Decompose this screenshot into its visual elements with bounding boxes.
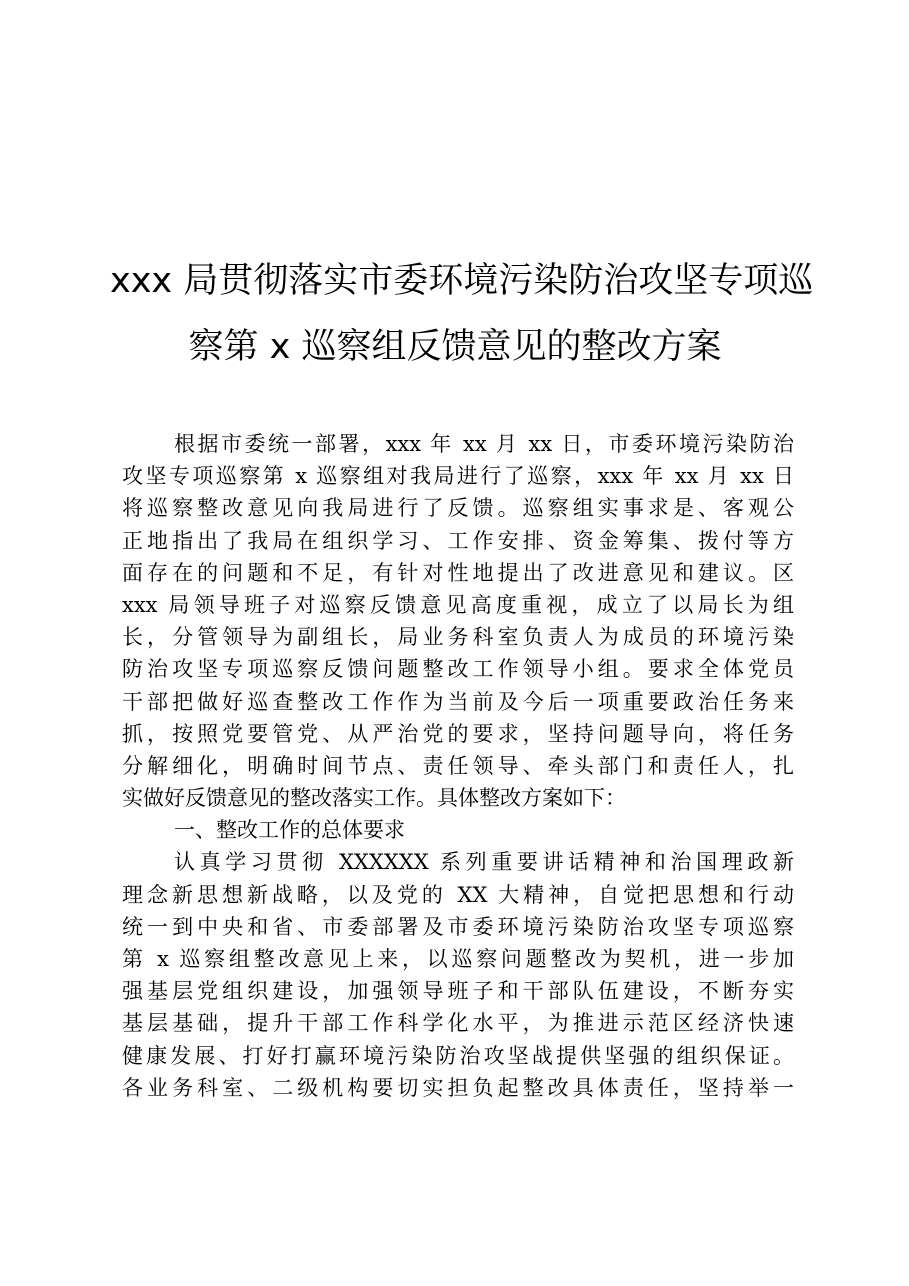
document-title	[110, 248, 814, 380]
paragraph-line: 基层基础，提升干部工作科学化水平，为推进示范区经济快速	[122, 1011, 794, 1036]
paragraph-line: 面存在的问题和不足，有针对性地提出了改进意见和建议。区	[122, 560, 794, 585]
paragraph-line: 正地指出了我局在组织学习、工作安排、资金筹集、拨付等方	[122, 528, 794, 553]
document-body	[122, 428, 794, 1104]
paragraph-line: 各业务科室、二级机构要切实担负起整改具体责任，坚持举一	[122, 1075, 794, 1100]
paragraph-line: 第 x 巡察组整改意见上来，以巡察问题整改为契机，进一步加	[122, 947, 794, 971]
paragraph-line: xxx 局领导班子对巡察反馈意见高度重视，成立了以局长为组	[122, 592, 794, 617]
paragraph-line: 长，分管领导为副组长，局业务科室负责人为成员的环境污染	[122, 625, 794, 650]
paragraph-requirements	[122, 846, 794, 1104]
paragraph-line: 统一到中央和省、市委部署及市委环境污染防治攻坚专项巡察	[122, 914, 794, 939]
section-heading: 一、整改工作的总体要求	[174, 818, 405, 843]
paragraph-line: 健康发展、打好打赢环境污染防治攻坚战提供坚强的组织保证。	[122, 1043, 794, 1068]
paragraph-line: 分解细化，明确时间节点、责任领导、牵头部门和责任人，扎	[122, 753, 794, 778]
paragraph-line: 根据市委统一部署，xxx 年 xx 月 xx 日，市委环境污染防治	[174, 432, 794, 456]
paragraph-line: 防治攻坚专项巡察反馈问题整改工作领导小组。要求全体党员	[122, 657, 794, 682]
paragraph-line: 抓，按照党要管党、从严治党的要求，坚持问题导向，将任务	[122, 721, 794, 746]
paragraph-line: 实做好反馈意见的整改落实工作。具体整改方案如下：	[122, 786, 626, 811]
title-line-1: xxx 局贯彻落实市委环境污染防治攻坚专项巡	[110, 261, 814, 301]
paragraph-line: 认真学习贯彻 XXXXXX 系列重要讲话精神和治国理政新	[174, 850, 794, 875]
paragraph-line: 理念新思想新战略，以及党的 XX 大精神，自觉把思想和行动	[122, 882, 794, 907]
paragraph-intro	[122, 428, 794, 814]
title-line-2: 察第 x 巡察组反馈意见的整改方案	[188, 327, 722, 367]
paragraph-line: 强基层党组织建设，加强领导班子和干部队伍建设，不断夯实	[122, 979, 794, 1004]
paragraph-line: 将巡察整改意见向我局进行了反馈。巡察组实事求是、客观公	[122, 496, 794, 521]
paragraph-line: 攻坚专项巡察第 x 巡察组对我局进行了巡察，xxx 年 xx 月 xx 日	[122, 464, 794, 489]
paragraph-line: 干部把做好巡查整改工作作为当前及今后一项重要政治任务来	[122, 689, 794, 714]
